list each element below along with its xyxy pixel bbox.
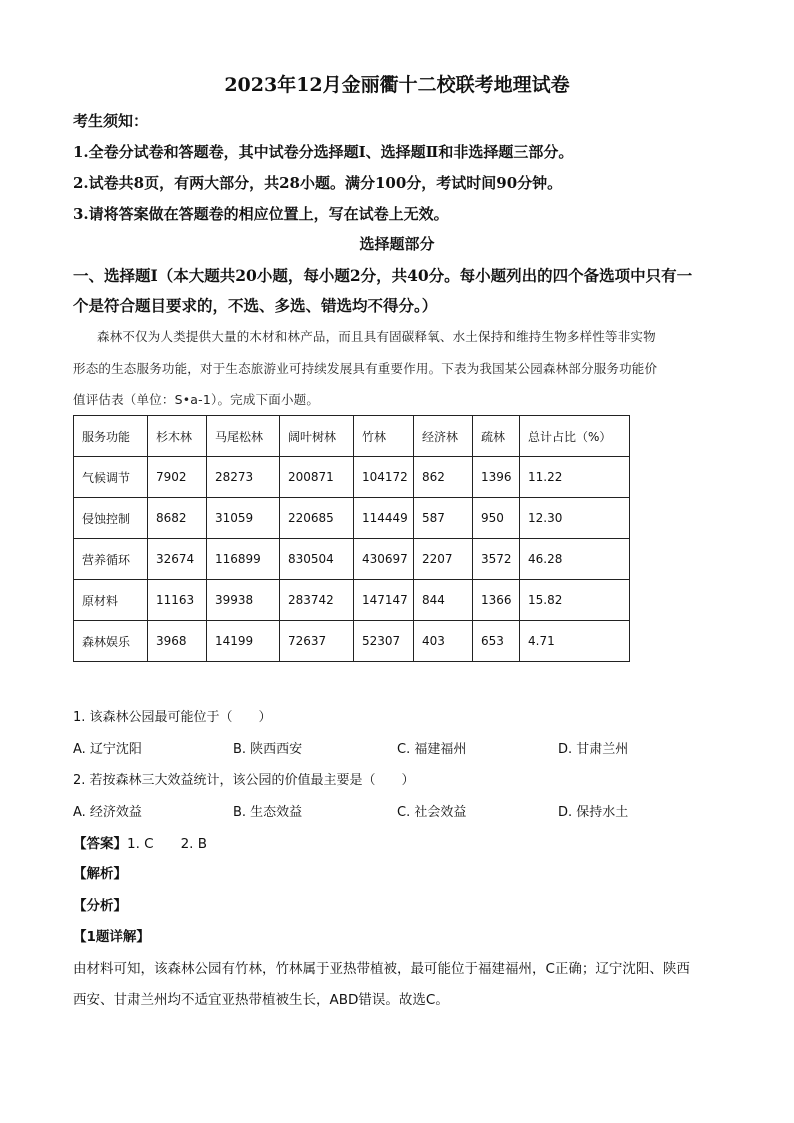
table-cell: 4.71 (520, 621, 630, 662)
table-cell: 844 (414, 580, 473, 621)
table-header-cell: 总计占比（%） (520, 416, 630, 457)
notice-heading: 考生须知： (73, 112, 149, 130)
notice-item-2: 2.试卷共8页，有两大部分，共28小题。满分100分，考试时间90分钟。 (73, 174, 563, 192)
table-header-cell: 竹林 (354, 416, 414, 457)
table-cell: 32674 (148, 539, 207, 580)
question-2-option-d: D. 保持水土 (558, 805, 629, 820)
table-cell: 14199 (207, 621, 280, 662)
table-header-cell: 疏林 (473, 416, 520, 457)
table-cell: 200871 (280, 457, 354, 498)
question-1-option-b: B. 陕西西安 (233, 742, 303, 757)
part1-heading-line1: 一、选择题Ⅰ（本大题共20小题，每小题2分，共40分。每小题列出的四个备选项中只有一 (73, 266, 693, 285)
table-cell: 114449 (354, 498, 414, 539)
answer-tag: 【答案】 (73, 836, 127, 852)
forest-service-value-table (73, 415, 630, 662)
table-cell: 862 (414, 457, 473, 498)
page-title: 2023年12月金丽衢十二校联考地理试卷 (224, 74, 570, 96)
table-cell: 147147 (354, 580, 414, 621)
table-cell: 28273 (207, 457, 280, 498)
fenxi-tag: 【分析】 (73, 898, 127, 914)
table-header-cell: 杉木林 (148, 416, 207, 457)
table-cell: 104172 (354, 457, 414, 498)
table-cell: 营养循环 (74, 539, 148, 580)
table-row (74, 580, 630, 621)
table-cell: 侵蚀控制 (74, 498, 148, 539)
question-2-stem: 2. 若按森林三大效益统计，该公园的价值最主要是（ ） (73, 773, 415, 788)
material-line-3: 值评估表（单位：S•a-1）。完成下面小题。 (73, 392, 320, 407)
detail-line-2: 西安、甘肃兰州均不适宜亚热带植被生长，ABD错误。故选C。 (73, 992, 449, 1008)
answer-line (73, 832, 207, 852)
table-cell: 3572 (473, 539, 520, 580)
table-cell: 2207 (414, 539, 473, 580)
table-cell: 46.28 (520, 539, 630, 580)
question-1-option-d: D. 甘肃兰州 (558, 742, 629, 757)
table-cell: 39938 (207, 580, 280, 621)
table-cell: 气候调节 (74, 457, 148, 498)
table-cell: 31059 (207, 498, 280, 539)
table-row (74, 539, 630, 580)
table-cell: 72637 (280, 621, 354, 662)
table-cell: 116899 (207, 539, 280, 580)
table-cell: 15.82 (520, 580, 630, 621)
table-header-cell: 阔叶树林 (280, 416, 354, 457)
table-cell: 430697 (354, 539, 414, 580)
answer-text: 1. C 2. B (127, 836, 208, 852)
table-row (74, 621, 630, 662)
table-row (74, 498, 630, 539)
table-header-cell: 经济林 (414, 416, 473, 457)
table-row (74, 457, 630, 498)
table-cell: 220685 (280, 498, 354, 539)
table-header-row (74, 416, 630, 457)
material-line-1: 森林不仅为人类提供大量的木材和林产品，而且具有固碳释氧、水土保持和维持生物多样性等非实物 (97, 329, 656, 344)
notice-item-1: 1.全卷分试卷和答题卷，其中试卷分选择题Ⅰ、选择题Ⅱ和非选择题三部分。 (73, 143, 574, 161)
table-cell: 原材料 (74, 580, 148, 621)
table-cell: 7902 (148, 457, 207, 498)
jiexi-tag: 【解析】 (73, 866, 127, 882)
detail-line-1: 由材料可知，该森林公园有竹林，竹林属于亚热带植被，最可能位于福建福州，C正确；辽宁沈阳、陕西 (73, 961, 690, 977)
question-1-stem: 1. 该森林公园最可能位于（ ） (73, 710, 272, 725)
table-cell: 1396 (473, 457, 520, 498)
table-cell: 11163 (148, 580, 207, 621)
question-1-option-c: C. 福建福州 (397, 742, 467, 757)
table-cell: 12.30 (520, 498, 630, 539)
detail-tag: 【1题详解】 (73, 929, 150, 945)
table-cell: 1366 (473, 580, 520, 621)
table-cell: 950 (473, 498, 520, 539)
table-cell: 587 (414, 498, 473, 539)
question-2-option-a: A. 经济效益 (73, 805, 142, 820)
table-cell: 森林娱乐 (74, 621, 148, 662)
question-2-option-c: C. 社会效益 (397, 805, 467, 820)
table-cell: 283742 (280, 580, 354, 621)
table-cell: 653 (473, 621, 520, 662)
table-cell: 8682 (148, 498, 207, 539)
table-cell: 3968 (148, 621, 207, 662)
table-cell: 11.22 (520, 457, 630, 498)
table-cell: 52307 (354, 621, 414, 662)
part1-heading-line2: 个是符合题目要求的，不选、多选、错选均不得分。） (73, 296, 438, 315)
question-2-option-b: B. 生态效益 (233, 805, 303, 820)
table-cell: 403 (414, 621, 473, 662)
table-header-cell: 马尾松林 (207, 416, 280, 457)
material-line-2: 形态的生态服务功能，对于生态旅游业可持续发展具有重要作用。下表为我国某公园森林部分服务功能价 (73, 361, 658, 376)
table-header-cell: 服务功能 (74, 416, 148, 457)
question-1-option-a: A. 辽宁沈阳 (73, 742, 142, 757)
table-cell: 830504 (280, 539, 354, 580)
section-title: 选择题部分 (359, 235, 435, 253)
notice-item-3: 3.请将答案做在答题卷的相应位置上，写在试卷上无效。 (73, 205, 449, 223)
